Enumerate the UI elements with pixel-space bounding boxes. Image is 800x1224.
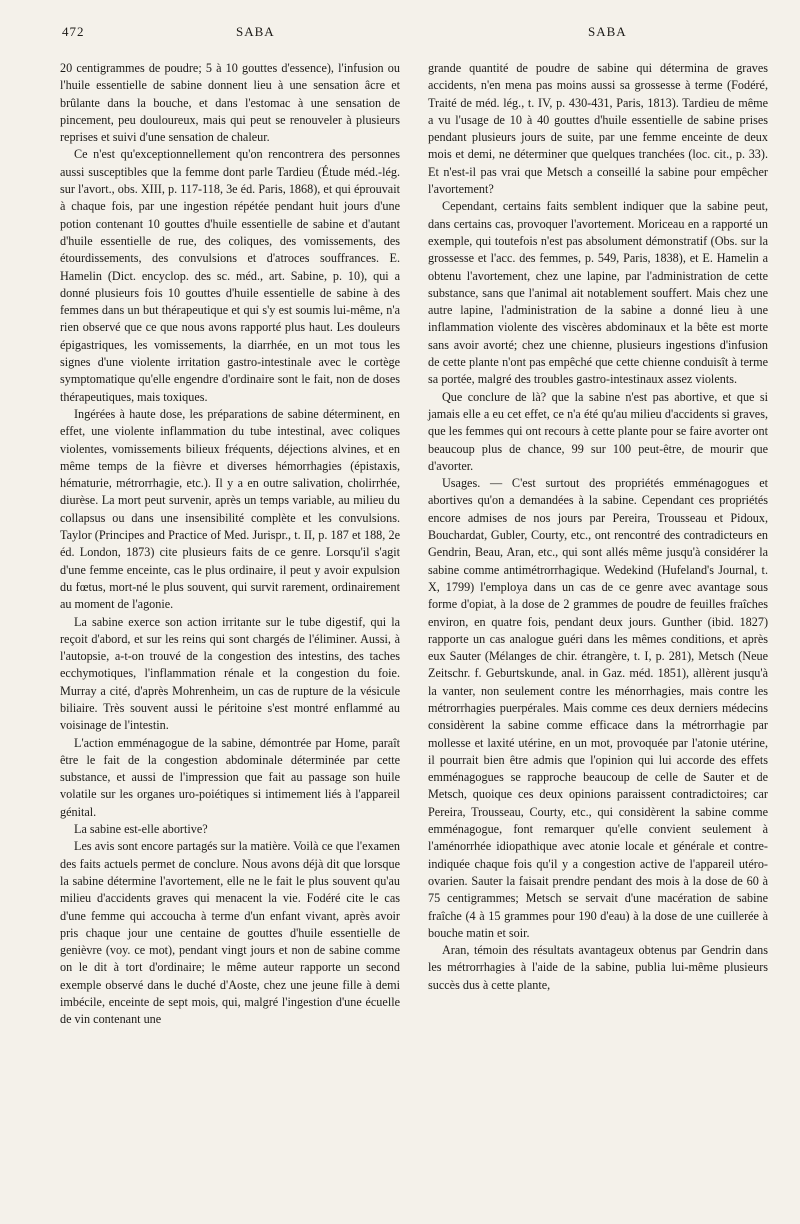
running-head-right: SABA bbox=[588, 24, 627, 39]
running-head-left: SABA bbox=[236, 24, 275, 39]
paragraph: Ingérées à haute dose, les préparations de sabine déterminent, en effet, une violente inflammation du tube intestinal, avec coliques violentes, vomissements bilieux fréquents, déjections alvines, et en même temps de la fièvre et diverses hémorrhagies (épistaxis, hématurie, métrorrhagie, etc.). Il y a en outre salivation, cholirrhée, diurèse. La mort peut survenir, après un temps variable, au milieu du collapsus ou dans une insensibilité complète et les convulsions. Taylor (Principes and Practice of Med. Jurispr., t. II, p. 187 et 188, 2e éd. London, 1873) cite plusieurs faits de ce genre. Lorsqu'il s'agit d'une femme enceinte, cas le plus ordinaire, il peut y avoir expulsion du fœtus, mort-né le plus souvent, qui survit rarement, ordinairement au moment de l'agonie. bbox=[60, 406, 400, 612]
paragraph: 20 centigrammes de poudre; 5 à 10 gouttes d'essence), l'infusion ou l'huile essentielle de sabine donnent lieu à une sensation âcre et brûlante dans la bouche, et dans l'estomac à une sensation de pincement, peu douloureux, mais qui peut se renouveler à plusieurs reprises et suivi d'une sensation de chaleur. bbox=[60, 61, 400, 145]
page-number: 472 bbox=[62, 24, 85, 39]
paragraph: Ce n'est qu'exceptionnellement qu'on rencontrera des personnes aussi susceptibles que la femme dont parle Tardieu (Étude méd.-lég. sur l'avort., obs. XIII, p. 117-118, 3e éd. Paris, 1868), et qui éprouvait à chaque fois, par une ingestion répétée pendant huit jours d'une potion contenant 10 gouttes d'huile essentielle de sabine et d'autant d'huile essentielle de rue, des coliques, des vomissements, des étourdissements, des convulsions et d'atroces souffrances. E. Hamelin (Dict. encyclop. des sc. méd., art. Sabine, p. 10), qui a donné plusieurs fois 10 gouttes d'huile essentielle de sabine à des femmes dans un but thérapeutique et qui s'y est soumis lui-même, n'a rien observé que ce que nous avons rapporté plus haut. Les douleurs épigastriques, les vomissements, la diarrhée, en un mot tous les signes d'une violente irritation gastro-intestinale avec le cortège symptomatique qu'elle engendre d'ordinaire sont le fait, non de doses thérapeutiques, mais toxiques. bbox=[60, 147, 400, 404]
paragraph: La sabine est-elle abortive? bbox=[74, 822, 208, 837]
paragraph: Aran, témoin des résultats avantageux obtenus par Gendrin dans les métrorrhagies à l'aide de la sabine, publia lui-même plusieurs succès dus à cette plante, bbox=[428, 943, 768, 992]
paragraph: Usages. — C'est surtout des propriétés emménagogues et abortives qu'on a demandées à la sabine. Cependant ces propriétés encore admises de nos jours par Pereira, Trousseau et Pidoux, Bouchardat, Gubler, Courty, etc., ont rencontré des contradicteurs en Gendrin, Beau, Aran, etc., qui sont allés même jusqu'à considérer la sabine comme antimétrorrhagique. Wedekind (Hufeland's Journal, t. X, 1799) l'employa dans un cas de ce genre avec avantage sous forme d'opiat, à la dose de 2 grammes de poudre de feuilles fraîches environ, en quatre fois, pendant deux jours. Gunther (ibid. 1827) rapporte un cas analogue guéri dans les mêmes conditions, et après eux Sauter (Mélanges de chir. étrangère, t. I, p. 281), Metsch (Neue Zeitschr. f. Geburtskunde, anal. in Gaz. méd. 1851), allèrent jusqu'à la vanter, non seulement contre les ménorrhagies, mais contre les métrorrhagies puerpérales. Mais comme ces deux derniers médecins considèrent la sabine comme efficace dans la métrorrhagie par mollesse et laxité utérine, en un mot, provoquée par l'atonie utérine, il pourrait bien être admis que l'opinion qui lui accorde des effets emménagogues se rapproche beaucoup de celle de Sauter et de Metsch, quoique ces deux opinions paraissent contradictoires; car Pereira, Trousseau, Courty, etc., qui considèrent la sabine comme emménagogue, font remarquer qu'elle convient seulement à l'aménorrhée idiopathique avec atonie locale et générale et contre-indiquée chaque fois qu'il y a congestion active de l'appareil utéro-ovarien. Sauter la faisait prendre pendant des mois à la dose de 60 à 75 centigrammes; Metsch se servait d'une macération de sabine fraîche (4 à 15 grammes pour 190 d'eau) à la dose de une cuillerée à bouche matin et soir. bbox=[428, 476, 768, 940]
paragraph: Que conclure de là? que la sabine n'est pas abortive, et que si jamais elle a eu cet effet, ce n'a été qu'au milieu d'accidents si graves, que les femmes qui ont recours à cette plante pour se faire avorter ont beaucoup plus de chance, 99 sur 100 peut-être, de mourir que d'avorter. bbox=[428, 389, 768, 473]
paragraph: L'action emménagogue de la sabine, démontrée par Home, paraît être le fait de la congestion abdominale déterminée par cette substance, et aussi de l'impression que fait au passage son huile volatile sur les organes uro-poiétiques si intimement liés à l'appareil génital. bbox=[60, 735, 400, 819]
page-header bbox=[0, 22, 800, 42]
paragraph: La sabine exerce son action irritante sur le tube digestif, qui la reçoit d'abord, et sur les reins qui sont chargés de l'éliminer. Aussi, à l'autopsie, a-t-on trouvé de la congestion des intestins, des taches ecchymotiques, l'inflammation rénale et la congestion du foie. Murray a cité, d'après Mohrenheim, un cas de rupture de la vésicule biliaire. Très souvent aussi le péritoine s'est montré enflammé au voisinage de l'intestin. bbox=[60, 614, 400, 733]
right-column bbox=[428, 60, 768, 994]
paragraph: Les avis sont encore partagés sur la matière. Voilà ce que l'examen des faits actuels permet de conclure. Nous avons déjà dit que lorsque la sabine détermine l'avortement, elle ne le fait le plus souvent qu'au milieu d'accidents graves qui menacent la vie. Fodéré cite le cas d'une femme qui accoucha à terme d'un enfant vivant, après avoir pris chaque jour une centaine de gouttes d'huile essentielle de genièvre (voy. ce mot), pendant vingt jours et non de sabine comme on le dit à tort d'ordinaire; le même auteur rapporte un second exemple observé dans le duché d'Aoste, chez une jeune fille à demi imbécile, enceinte de sept mois, qui, malgré l'ingestion d'une écuelle de vin contenant une bbox=[60, 839, 400, 1027]
paragraph: grande quantité de poudre de sabine qui détermina de graves accidents, n'en mena pas moins aussi sa grossesse à terme (Fodéré, Traité de méd. lég., t. IV, p. 430-431, Paris, 1813). Tardieu de même a vu l'usage de 10 à 40 gouttes d'huile essentielle de sabine prises pendant plusieurs jours de suite, par une femme enceinte de deux mois et demi, ne déterminer que quelques tranchées (loc. cit., p. 33). Et n'est-il pas vrai que Metsch a conseillé la sabine pour empêcher l'avortement? bbox=[428, 61, 768, 197]
paragraph: Cependant, certains faits semblent indiquer que la sabine peut, dans certains cas, provoquer l'avortement. Moriceau en a rapporté un exemple, qui toutefois n'est pas absolument démonstratif (Obs. sur la grossesse et l'acc. des femmes, p. 549, Paris, 1838), et E. Hamelin a obtenu l'avortement, chez une lapine, par l'administration de cette substance, sans que l'animal ait notablement souffert. Mais chez une autre lapine, l'administration de la sabine a donné lieu à une inflammation violente des viscères abdominaux et la bête est morte sans avoir avorté; chez une chienne, plusieurs ingestions d'infusion de cette plante n'ont pas empêché que cette chienne conduisît à terme sa portée, malgré des troubles gastro-intestinaux assez violents. bbox=[428, 199, 768, 387]
left-column bbox=[60, 60, 400, 1029]
